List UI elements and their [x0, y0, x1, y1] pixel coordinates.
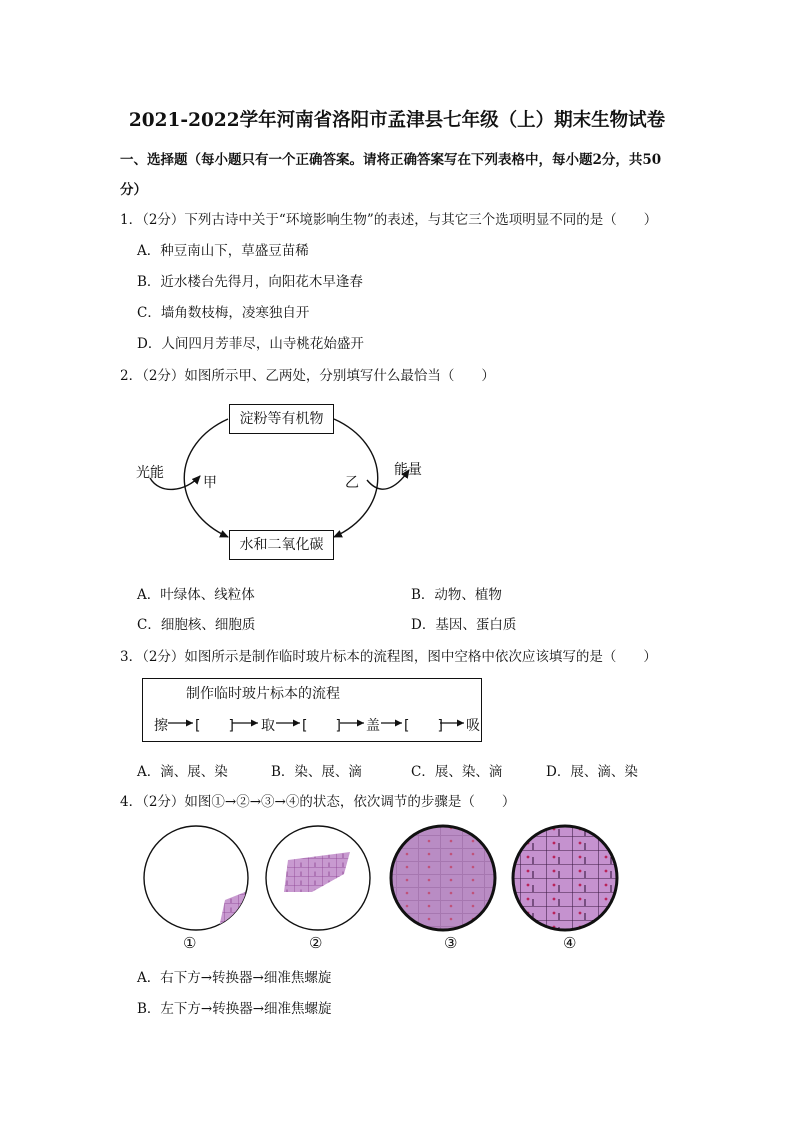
section-heading-cont: 分）	[120, 182, 147, 198]
q3-option-b[interactable]: B．染、展、滴	[271, 764, 362, 780]
flow-step-3: 盖	[366, 718, 380, 734]
q1-option-c[interactable]: C．墙角数枝梅，凌寒独自开	[137, 305, 310, 321]
flow-blank-2: [ ]	[302, 718, 341, 734]
q1-option-a[interactable]: A．种豆南山下，草盛豆苗稀	[137, 243, 309, 259]
view-3-field	[391, 826, 495, 930]
microscope-views	[0, 822, 794, 934]
view-3-label: ③	[444, 934, 458, 952]
flow-blank-3: [ ]	[404, 718, 443, 734]
flow-step-2: 取	[261, 718, 275, 734]
light-energy-label: 光能	[136, 465, 164, 481]
organic-matter-box: 淀粉等有机物	[229, 404, 334, 434]
question-4-stem: 4．（2分）如图①→②→③→④的状态，依次调节的步骤是（ ）	[120, 794, 516, 810]
q2-option-a[interactable]: A．叶绿体、线粒体	[137, 587, 255, 603]
flowchart-title: 制作临时玻片标本的流程	[186, 686, 340, 702]
section-heading: 一、选择题（每小题只有一个正确答案。请将正确答案写在下列表格中，每小题2分，共50	[120, 152, 662, 168]
page-title: 2021-2022学年河南省洛阳市孟津县七年级（上）期末生物试卷	[128, 110, 666, 131]
flow-step-4: 吸	[466, 718, 480, 734]
view-1-label: ①	[183, 934, 197, 952]
question-3-stem: 3．（2分）如图所示是制作临时玻片标本的流程图，图中空格中依次应该填写的是（ ）	[120, 649, 657, 665]
view-4-label: ④	[563, 934, 577, 952]
flow-arrows	[0, 710, 794, 740]
q1-option-d[interactable]: D．人间四月芳菲尽，山寺桃花始盛开	[137, 336, 364, 352]
view-2-label: ②	[309, 934, 323, 952]
flow-step-1: 擦	[154, 718, 168, 734]
flow-blank-1: [ ]	[195, 718, 234, 734]
q2-option-d[interactable]: D．基因、蛋白质	[411, 617, 517, 633]
q2-option-b[interactable]: B．动物、植物	[411, 587, 502, 603]
photosynthesis-cycle-diagram	[0, 390, 794, 570]
view-4-field	[513, 826, 617, 930]
q2-option-c[interactable]: C．细胞核、细胞质	[137, 617, 256, 633]
energy-label: 能量	[394, 462, 422, 478]
jia-label: 甲	[203, 475, 217, 491]
q1-option-b[interactable]: B．近水楼台先得月，向阳花木早逢春	[137, 274, 363, 290]
q4-option-b[interactable]: B．左下方→转换器→细准焦螺旋	[137, 1001, 332, 1017]
q4-option-a[interactable]: A．右下方→转换器→细准焦螺旋	[137, 970, 332, 986]
q3-option-d[interactable]: D．展、滴、染	[546, 764, 638, 780]
water-co2-box: 水和二氧化碳	[229, 530, 334, 560]
q3-option-a[interactable]: A．滴、展、染	[137, 764, 228, 780]
yi-label: 乙	[345, 475, 359, 491]
question-2-stem: 2．（2分）如图所示甲、乙两处，分别填写什么最恰当（ ）	[120, 368, 495, 384]
question-1-stem: 1．（2分）下列古诗中关于“环境影响生物”的表述，与其它三个选项明显不同的是（ ）	[120, 212, 658, 228]
q3-option-c[interactable]: C．展、染、滴	[411, 764, 503, 780]
